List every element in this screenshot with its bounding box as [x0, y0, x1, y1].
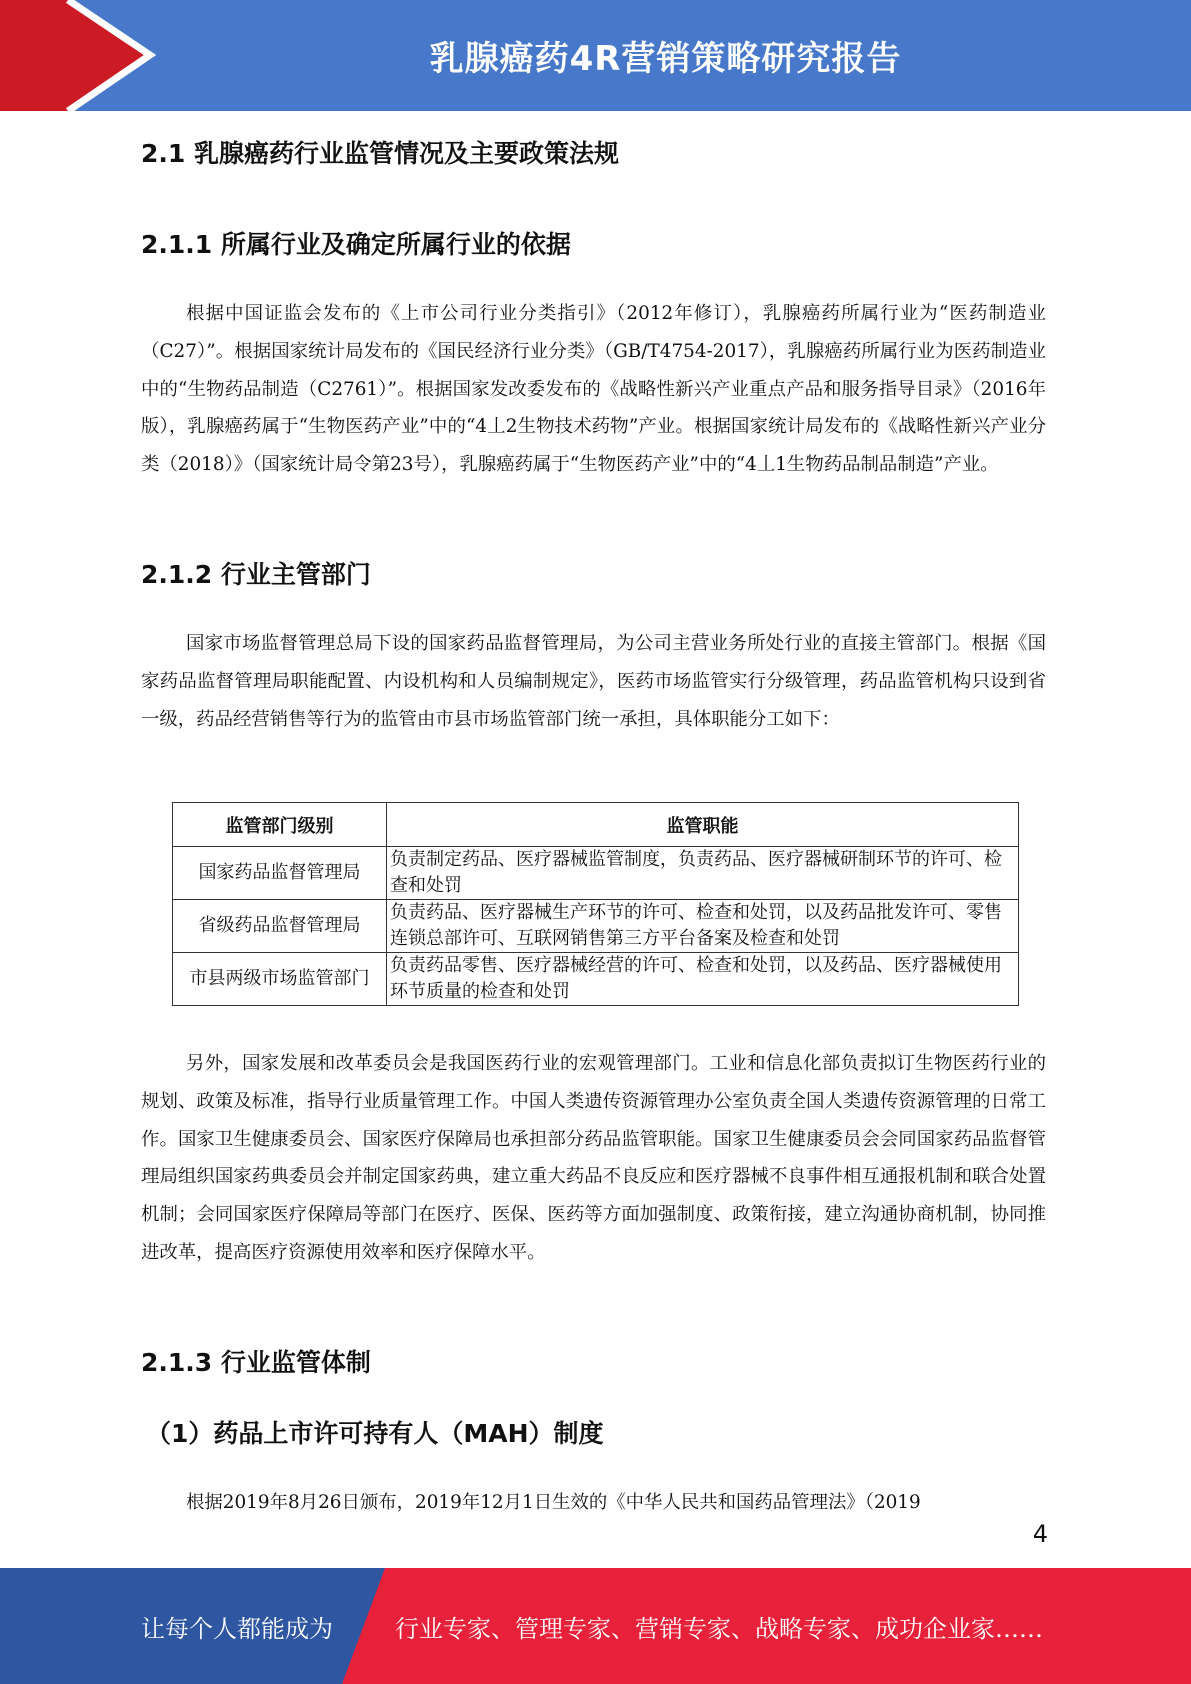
- footer-slogan-left: 让每个人都能成为: [141, 1614, 333, 1643]
- footer-banner: [0, 1568, 1191, 1684]
- table-header-dept: 监管部门级别: [173, 803, 387, 847]
- section-heading-2-1-1: 2.1.1 所属行业及确定所属行业的依据: [141, 230, 571, 259]
- table-row: [173, 847, 1019, 900]
- paragraph-industry-basis: 根据中国证监会发布的《上市公司行业分类指引》（2012年修订），乳腺癌药所属行业为“医药制造业（C27）”。根据国家统计局发布的《国民经济行业分类》（GB/T4754-2017），乳腺癌药所属行业为医药制造业中的“生物药品制造（C2761）”。根据国家发改委发布的《战略性新兴产业重点产品和服务指导目录》（2016年版），乳腺癌药属于“生物医药产业”中的“4丄2生物技术药物”产业。根据国家统计局发布的《战略性新兴产业分类（2018）》（国家统计局令第23号），乳腺癌药属于“生物医药产业”中的“4丄1生物药品制品制造”产业。: [141, 303, 1046, 476]
- regulation-table: [172, 802, 1019, 1006]
- table-cell-dept: 市县两级市场监管部门: [173, 953, 387, 1006]
- table-header-row: [173, 803, 1019, 847]
- table-cell-dept: 省级药品监督管理局: [173, 900, 387, 953]
- footer-slogan-right: 行业专家、管理专家、营销专家、战略专家、成功企业家……: [395, 1614, 1043, 1643]
- table-header-duty: 监管职能: [387, 803, 1019, 847]
- table-cell-duty: 负责药品、医疗器械生产环节的许可、检查和处罚，以及药品批发许可、零售连锁总部许可、互联网销售第三方平台备案及检查和处罚: [387, 900, 1019, 953]
- paragraph-mah: 根据2019年8月26日颁布，2019年12月1日生效的《中华人民共和国药品管理法》（2019: [186, 1492, 921, 1513]
- paragraph-regulator: 国家市场监督管理总局下设的国家药品监督管理局，为公司主营业务所处行业的直接主管部门。根据《国家药品监督管理局职能配置、内设机构和人员编制规定》，医药市场监管实行分级管理，药品监管机构只设到省一级，药品经营销售等行为的监管由市县市场监管部门统一承担，具体职能分工如下：: [141, 633, 1046, 730]
- page-number: 4: [1032, 1520, 1048, 1548]
- report-title: 乳腺癌药4R营销策略研究报告: [429, 39, 902, 79]
- table-cell-duty: 负责制定药品、医疗器械监管制度，负责药品、医疗器械研制环节的许可、检查和处罚: [387, 847, 1019, 900]
- section-heading-2-1-3: 2.1.3 行业监管体制: [141, 1348, 371, 1377]
- table-row: [173, 900, 1019, 953]
- paragraph-other-regulators: 另外，国家发展和改革委员会是我国医药行业的宏观管理部门。工业和信息化部负责拟订生物医药行业的规划、政策及标准，指导行业质量管理工作。中国人类遗传资源管理办公室负责全国人类遗传资源管理的日常工作。国家卫生健康委员会、国家医疗保障局也承担部分药品监管职能。国家卫生健康委员会会同国家药品监督管理局组织国家药典委员会并制定国家药典，建立重大药品不良反应和医疗器械不良事件相互通报机制和联合处置机制；会同国家医疗保障局等部门在医疗、医保、医药等方面加强制度、政策衔接，建立沟通协商机制，协同推进改革，提高医疗资源使用效率和医疗保障水平。: [141, 1053, 1046, 1263]
- subsection-heading-mah: （1）药品上市许可持有人（MAH）制度: [146, 1419, 604, 1448]
- header-banner: [0, 0, 1191, 111]
- section-heading-2-1-2: 2.1.2 行业主管部门: [141, 560, 371, 589]
- table-row: [173, 953, 1019, 1006]
- table-cell-duty: 负责药品零售、医疗器械经营的许可、检查和处罚，以及药品、医疗器械使用环节质量的检查和处罚: [387, 953, 1019, 1006]
- table-cell-dept: 国家药品监督管理局: [173, 847, 387, 900]
- section-heading-2-1: 2.1 乳腺癌药行业监管情况及主要政策法规: [141, 139, 619, 168]
